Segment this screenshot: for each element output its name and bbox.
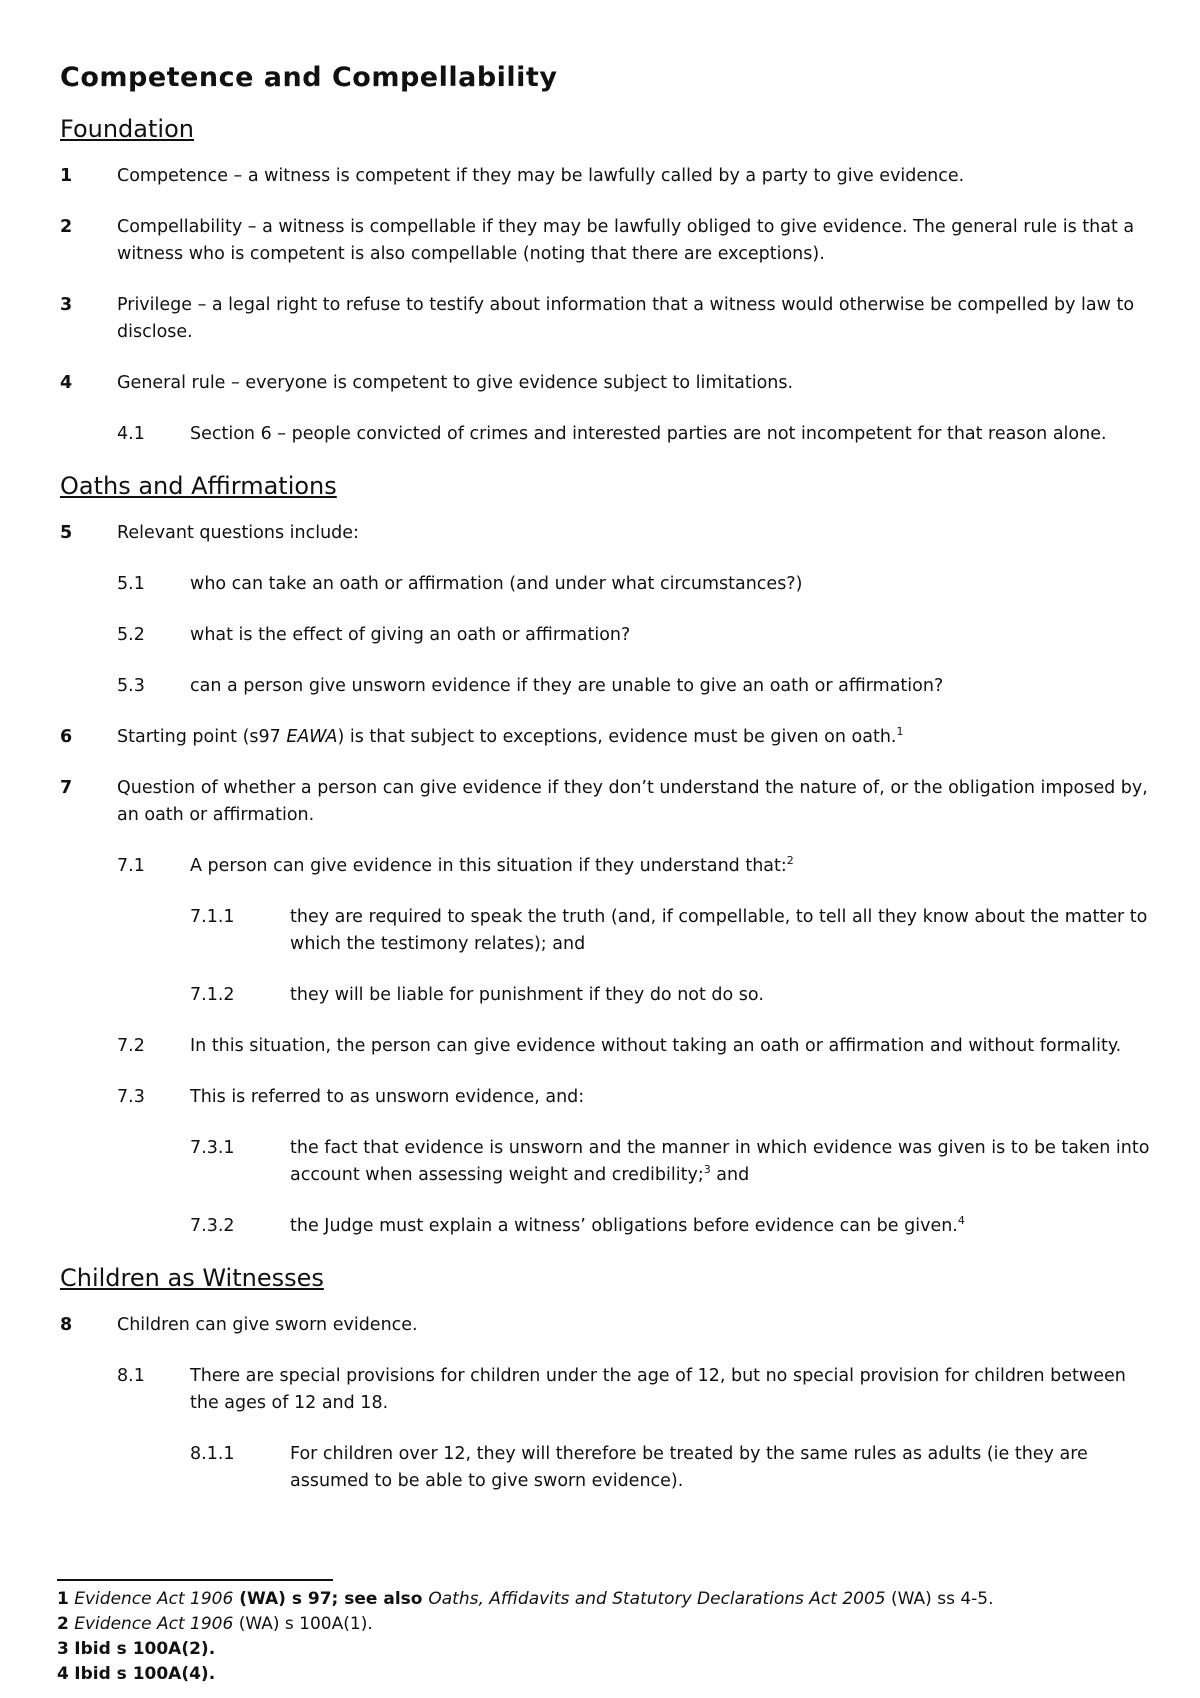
section-heading: Foundation	[60, 115, 194, 143]
numbered-paragraph	[60, 775, 1150, 829]
footnote-ref: 2	[786, 854, 794, 868]
paragraph-text: General rule – everyone is competent to give evidence subject to limitations.	[117, 373, 794, 393]
section-heading: Oaths and Affirmations	[60, 472, 337, 500]
paragraph-number: 7.1	[117, 856, 145, 876]
footnote-citation: Oaths, Affidavits and Statutory Declarations Act 2005	[428, 1589, 886, 1609]
numbered-paragraph	[60, 1441, 1150, 1495]
numbered-paragraph	[60, 214, 1150, 268]
paragraph-number: 2	[60, 217, 73, 237]
footnote-separator	[57, 1579, 333, 1581]
paragraph-text: This is referred to as unsworn evidence, and:	[190, 1087, 585, 1107]
paragraph-number: 7.2	[117, 1036, 145, 1056]
numbered-paragraph	[60, 1135, 1150, 1189]
footnotes	[57, 1587, 994, 1687]
numbered-paragraph	[60, 853, 1150, 880]
footnote-text: (WA) ss 4-5.	[885, 1589, 994, 1609]
paragraph-text: they will be liable for punishment if they do not do so.	[290, 985, 764, 1005]
paragraph-text: the Judge must explain a witness’ obligations before evidence can be given.$^4$	[290, 1214, 965, 1236]
footnote-text: Ibid s 100A(4).	[74, 1664, 216, 1684]
footnote	[57, 1637, 994, 1662]
paragraph-number: 5	[60, 523, 73, 543]
numbered-paragraph	[60, 520, 1150, 547]
document-title: Competence and Compellability	[60, 62, 558, 93]
paragraph-text: Privilege – a legal right to refuse to testify about information that a witness would otherwise be compelled by law to disclose.	[117, 295, 1135, 342]
footnote-number: 1	[57, 1589, 69, 1609]
paragraph-text: can a person give unsworn evidence if they are unable to give an oath or affirmation?	[190, 676, 944, 696]
paragraph-text: they are required to speak the truth (and, if compellable, to tell all they know about the matter to which the testimony relates); and	[290, 907, 1148, 954]
paragraph-number: 5.3	[117, 676, 145, 696]
paragraph-number: 7.3.2	[190, 1216, 235, 1236]
numbered-paragraph	[60, 622, 1150, 649]
document-body	[60, 115, 1150, 1495]
paragraph-text: who can take an oath or affirmation (and under what circumstances?)	[190, 574, 803, 594]
numbered-paragraph	[60, 904, 1150, 958]
paragraph-text: Children can give sworn evidence.	[117, 1315, 418, 1335]
paragraph-text: In this situation, the person can give evidence without taking an oath or affirmation and without formality.	[190, 1036, 1122, 1056]
paragraph-number: 7.1.2	[190, 985, 235, 1005]
paragraph-number: 6	[60, 727, 73, 747]
footnote-text: Ibid s 100A(2).	[74, 1639, 216, 1659]
paragraph-text: Question of whether a person can give evidence if they don’t understand the nature of, or the obligation imposed by, an oath or affirmation.	[117, 778, 1148, 825]
numbered-paragraph	[60, 1213, 1150, 1240]
numbered-paragraph	[60, 982, 1150, 1009]
footnote-text: (WA) s 100A(1).	[233, 1614, 373, 1634]
footnote	[57, 1587, 994, 1612]
footnote-number: 3	[57, 1639, 69, 1659]
paragraph-number: 5.2	[117, 625, 145, 645]
footnote-citation: Evidence Act 1906	[74, 1589, 234, 1609]
paragraph-number: 4	[60, 373, 73, 393]
paragraph-text: A person can give evidence in this situation if they understand that:$^2$	[190, 854, 794, 876]
footnote-ref: 3	[703, 1163, 711, 1177]
footnote-number: 4	[57, 1664, 69, 1684]
paragraph-number: 8.1	[117, 1366, 145, 1386]
paragraph-number: 7.1.1	[190, 907, 235, 927]
footnote	[57, 1662, 994, 1687]
numbered-paragraph	[60, 1363, 1150, 1417]
footnote-number: 2	[57, 1614, 69, 1634]
numbered-paragraph	[60, 673, 1150, 700]
numbered-paragraph	[60, 571, 1150, 598]
paragraph-text: Compellability – a witness is compellable if they may be lawfully obliged to give evidence. The general rule is that a witness who is competent is also compellable (noting that there are exceptions).	[117, 217, 1135, 264]
paragraph-text: Section 6 – people convicted of crimes and interested parties are not incompetent for that reason alone.	[190, 424, 1107, 444]
footnote-citation: Evidence Act 1906	[74, 1614, 234, 1634]
paragraph-text: There are special provisions for children under the age of 12, but no special provision for children between the ages of 12 and 18.	[190, 1366, 1126, 1413]
paragraph-number: 8	[60, 1315, 73, 1335]
paragraph-text: the fact that evidence is unsworn and the manner in which evidence was given is to be taken into account when assessing weight and credibility;$^3$ and	[290, 1138, 1150, 1185]
paragraph-number: 4.1	[117, 424, 145, 444]
footnote-ref: 1	[896, 725, 904, 739]
section-heading: Children as Witnesses	[60, 1264, 324, 1292]
footnote	[57, 1612, 994, 1637]
footnote-text: (WA) s 97; see also	[233, 1589, 429, 1609]
paragraph-number: 7	[60, 778, 73, 798]
numbered-paragraph	[60, 724, 1150, 751]
numbered-paragraph	[60, 421, 1150, 448]
footnote-ref: 4	[957, 1214, 965, 1228]
paragraph-number: 7.3	[117, 1087, 145, 1107]
numbered-paragraph	[60, 292, 1150, 346]
numbered-paragraph	[60, 1084, 1150, 1111]
paragraph-number: 1	[60, 166, 73, 186]
paragraph-number: 8.1.1	[190, 1444, 235, 1464]
paragraph-text: what is the effect of giving an oath or affirmation?	[190, 625, 631, 645]
paragraph-number: 7.3.1	[190, 1138, 235, 1158]
numbered-paragraph	[60, 370, 1150, 397]
paragraph-number: 5.1	[117, 574, 145, 594]
document-page	[60, 62, 1150, 1519]
numbered-paragraph	[60, 1312, 1150, 1339]
numbered-paragraph	[60, 163, 1150, 190]
paragraph-text: Relevant questions include:	[117, 523, 359, 543]
statute-abbrev: EAWA	[286, 727, 338, 747]
numbered-paragraph	[60, 1033, 1150, 1060]
paragraph-text: Starting point (s97 EAWA) is that subject to exceptions, evidence must be given on oath.$^1$	[117, 725, 904, 747]
paragraph-text: For children over 12, they will therefore be treated by the same rules as adults (ie they are assumed to be able to give sworn evidence).	[290, 1444, 1088, 1491]
paragraph-text: Competence – a witness is competent if they may be lawfully called by a party to give evidence.	[117, 166, 965, 186]
paragraph-number: 3	[60, 295, 73, 315]
